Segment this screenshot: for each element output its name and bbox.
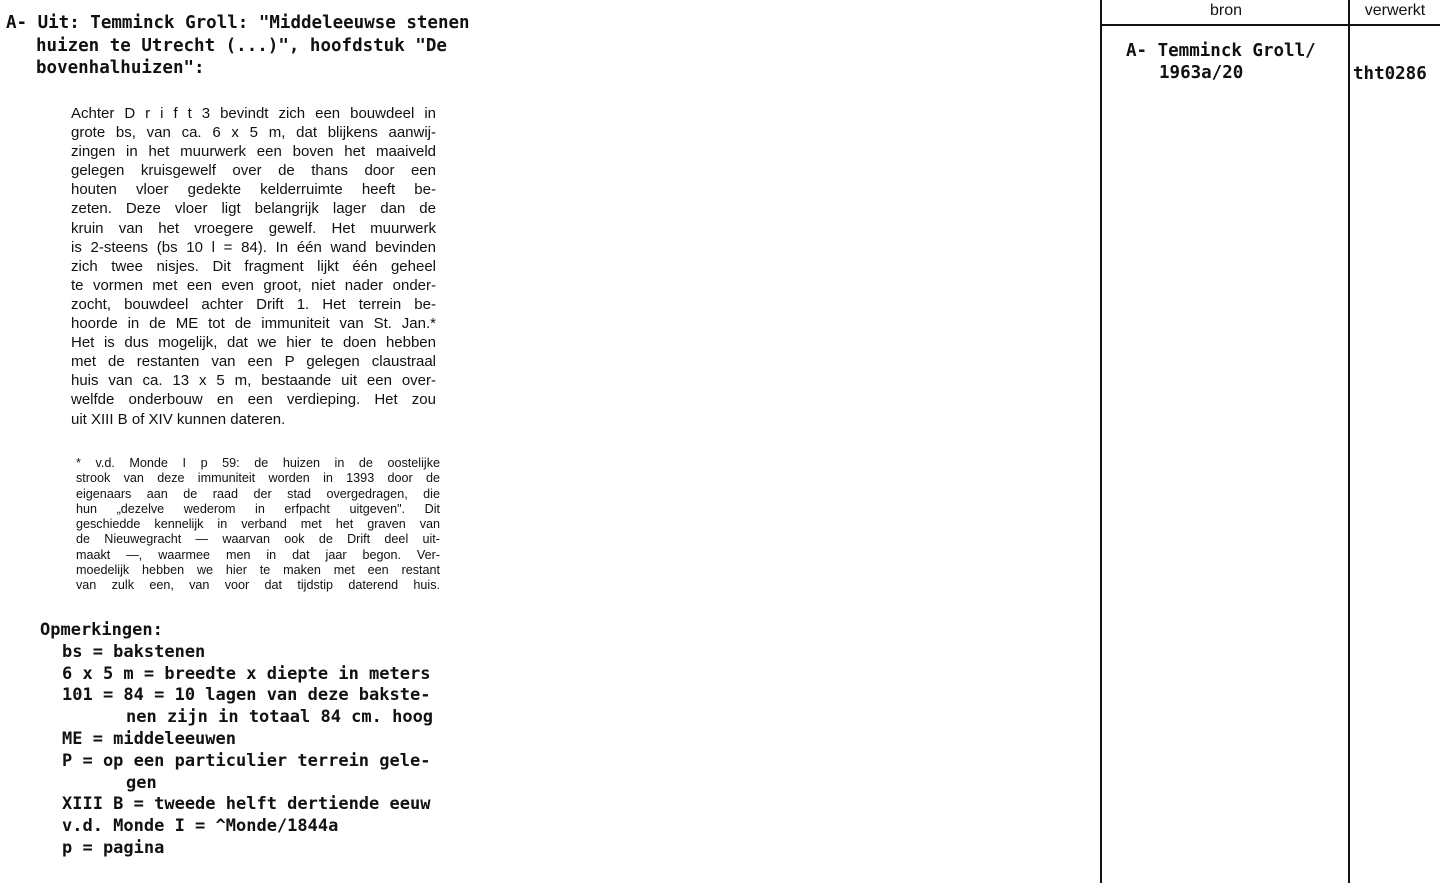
footnote-line: van zulk een, van voor dat tijdstip daterend huis. bbox=[76, 578, 440, 593]
heading-line-1: A- Uit: Temminck Groll: "Middeleeuwse stenen bbox=[6, 13, 470, 33]
document-heading bbox=[6, 12, 526, 80]
footnote bbox=[76, 456, 440, 594]
verwerkt-cell: tht0286 bbox=[1353, 64, 1427, 84]
remark-item: bs = bakstenen bbox=[62, 641, 206, 662]
quote-line: is 2-steens (bs 10 l = 84). In één wand bevinden bbox=[71, 238, 436, 256]
remark-item: 6 x 5 m = breedte x diepte in meters bbox=[62, 663, 431, 684]
quote-line: welfde onderbouw en een verdieping. Het zou bbox=[71, 391, 436, 409]
footnote-line: eigenaars aan de raad der stad overgedragen, die bbox=[76, 486, 440, 501]
quote-line: huis van ca. 13 x 5 m, bestaande uit een over- bbox=[71, 372, 436, 390]
quote-line: houten vloer gedekte kelderruimte heeft be- bbox=[71, 181, 436, 199]
remark-item: v.d. Monde I = ^Monde/1844a bbox=[62, 816, 339, 837]
footnote-line: moedelijk hebben we hier te maken met een restant bbox=[76, 563, 440, 578]
remarks-title: Opmerkingen: bbox=[40, 620, 163, 640]
remark-item: 101 = 84 = 10 lagen van deze bakste- bbox=[62, 685, 431, 706]
remark-item-continuation: nen zijn in totaal 84 cm. hoog bbox=[126, 707, 434, 728]
quote-line: zingen in het muurwerk een boven het maaiveld bbox=[71, 143, 436, 161]
quoted-paragraph bbox=[71, 104, 436, 429]
bron-cell bbox=[1126, 40, 1346, 84]
footnote-line: geschiedde kennelijk in verband met het graven van bbox=[76, 517, 440, 532]
column-header-verwerkt: verwerkt bbox=[1364, 2, 1426, 19]
column-header-bron: bron bbox=[1209, 2, 1243, 19]
quote-line: zich twee nisjes. Dit fragment lijkt één geheel bbox=[71, 257, 436, 275]
quote-line: grote bs, van ca. 6 x 5 m, dat blijkens aanwij- bbox=[71, 124, 436, 142]
remark-item-continuation: gen bbox=[126, 772, 157, 793]
footnote-line: strook van deze immuniteit worden in 1393 door de bbox=[76, 471, 440, 486]
quote-line: hoorde in de ME tot de immuniteit van St. Jan.* bbox=[71, 315, 436, 333]
bron-line-2: 1963a/20 bbox=[1159, 63, 1244, 83]
quote-line: Het is dus mogelijk, dat we hier te doen hebben bbox=[71, 334, 436, 352]
quote-line: gelegen kruisgewelf over de thans door een bbox=[71, 162, 436, 180]
quote-line: te vormen met een even groot, niet nader onder- bbox=[71, 276, 436, 294]
remark-item: P = op een particulier terrein gele- bbox=[62, 750, 431, 771]
remark-item: p = pagina bbox=[62, 837, 165, 858]
table-header-rule bbox=[1100, 24, 1440, 26]
footnote-line: maakt —, waarmee men in dat jaar begon. Ver- bbox=[76, 547, 440, 562]
remarks-section bbox=[40, 620, 470, 860]
footnote-line: * v.d. Monde I p 59: de huizen in de oostelijke bbox=[76, 456, 440, 470]
quote-line: zeten. Deze vloer ligt belangrijk lager dan de bbox=[71, 200, 436, 218]
quote-line: met de restanten van een P gelegen claustraal bbox=[71, 353, 436, 371]
quote-line: kruin van het vroegere gewelf. Het muurwerk bbox=[71, 219, 436, 237]
quote-line: Achter D r i f t 3 bevindt zich een bouwdeel in bbox=[71, 105, 436, 122]
quote-line: zocht, bouwdeel achter Drift 1. Het terrein be- bbox=[71, 295, 436, 313]
remark-item: ME = middeleeuwen bbox=[62, 728, 236, 749]
footnote-line: de Nieuwegracht — waarvan ook de Drift deel uit- bbox=[76, 532, 440, 547]
footnote-line: hun „dezelve wederom in erfpacht uitgeven". Dit bbox=[76, 501, 440, 516]
bron-line-1: A- Temminck Groll/ bbox=[1126, 41, 1316, 61]
table-left-border bbox=[1100, 0, 1102, 883]
remark-item: XIII B = tweede helft dertiende eeuw bbox=[62, 794, 431, 815]
table-column-divider bbox=[1348, 0, 1350, 883]
heading-line-3: bovenhalhuizen": bbox=[36, 58, 205, 78]
quote-line: uit XIII B of XIV kunnen dateren. bbox=[71, 410, 286, 428]
heading-line-2: huizen te Utrecht (...)", hoofdstuk "De bbox=[36, 35, 447, 56]
